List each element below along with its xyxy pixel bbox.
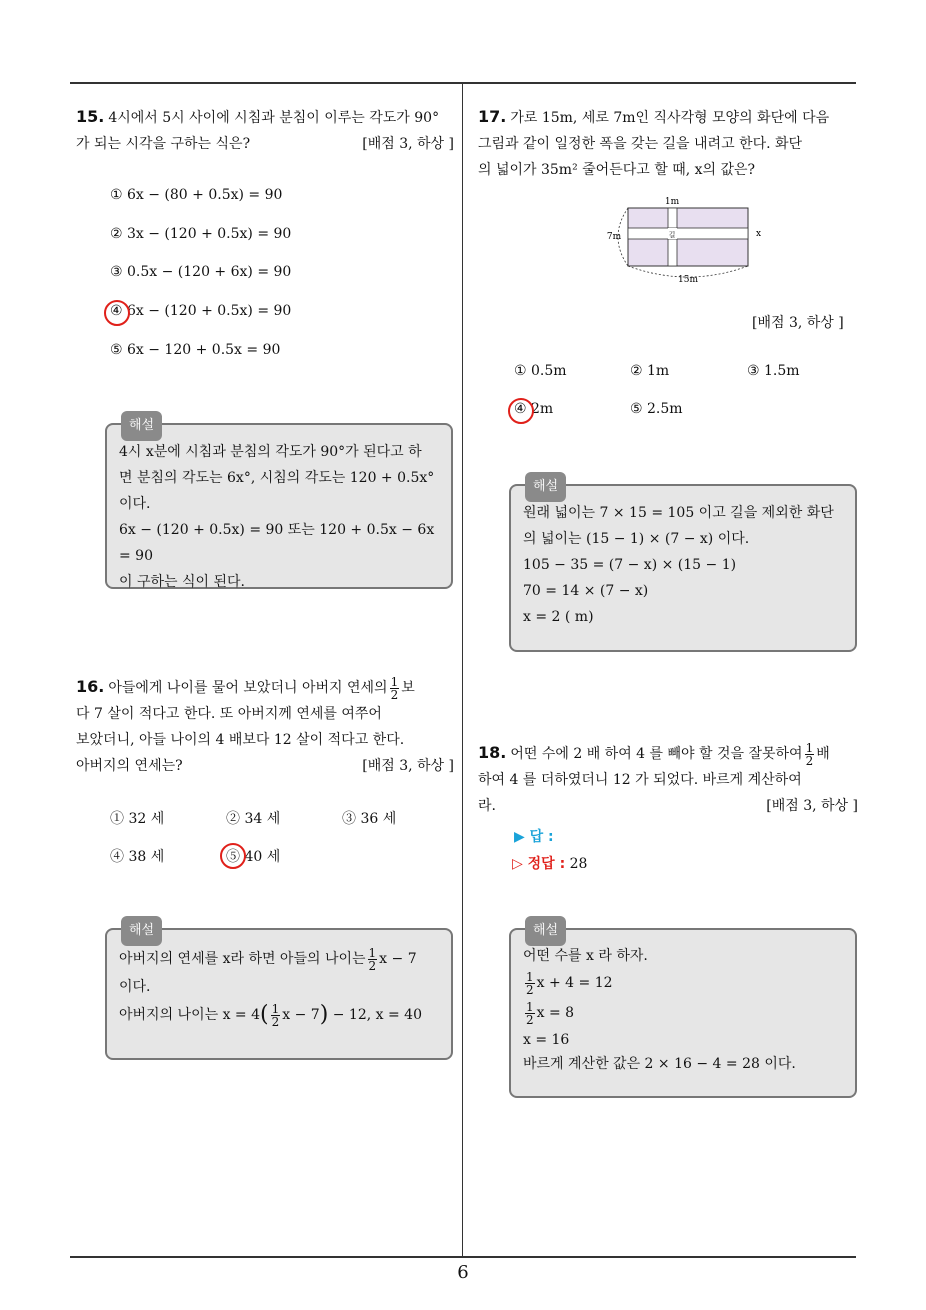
question-number: 16. xyxy=(76,677,105,696)
explanation-tag: 해설 xyxy=(525,472,566,502)
question-text: 배 xyxy=(816,746,830,762)
question-text: 아버지의 연세는? xyxy=(76,758,183,774)
option-2[interactable]: ② 34 세 xyxy=(226,811,281,827)
explanation-line: x = 2 ( m) xyxy=(523,609,594,625)
explanation-line: x = 8 xyxy=(536,1005,575,1021)
answer-circle-mark xyxy=(104,300,130,326)
option-2[interactable]: ② 3x − (120 + 0.5x) = 90 xyxy=(110,226,292,242)
score-label: [배점 3, 하상 ] xyxy=(766,798,858,814)
score-label: [배점 3, 하상 ] xyxy=(362,136,454,152)
explanation-line: 의 넓이는 (15 − 1) × (7 − x) 이다. xyxy=(523,531,750,547)
option-5[interactable]: ⑤ 2.5m xyxy=(630,401,683,417)
option-4[interactable]: ④ 38 세 xyxy=(110,849,165,865)
question-number: 15. xyxy=(76,107,105,126)
option-3[interactable]: ③ 0.5x − (120 + 6x) = 90 xyxy=(110,264,292,280)
correct-value: 28 xyxy=(569,856,588,872)
explanation-line: 면 분침의 각도는 6x°, 시침의 각도는 120 + 0.5x° xyxy=(119,470,435,486)
explanation-line: 이 구하는 식이 된다. xyxy=(119,574,245,590)
fraction: $\frac{1}{2}$ xyxy=(390,674,399,702)
label-bottom: 15m xyxy=(678,275,698,285)
question-text: 의 넓이가 35m² 줄어든다고 할 때, x의 값은? xyxy=(478,162,756,178)
explanation-line: 아버지의 연세를 x라 하면 아들의 나이는 xyxy=(119,951,366,967)
label-left: 7m xyxy=(606,232,622,242)
question-text: 보았더니, 아들 나이의 4 배보다 12 살이 적다고 한다. xyxy=(76,732,405,748)
explanation-line: 70 = 14 × (7 − x) xyxy=(523,583,649,599)
option-3[interactable]: ③ 36 세 xyxy=(342,811,397,827)
explanation-line: 6x − (120 + 0.5x) = 90 또는 120 + 0.5x − 6x = 90 xyxy=(119,522,435,564)
explanation-tag: 해설 xyxy=(525,916,566,946)
question-text: 라. xyxy=(478,798,496,814)
option-1[interactable]: ① 32 세 xyxy=(110,811,165,827)
explanation-box xyxy=(509,479,857,652)
answer-label[interactable]: ▶ 답 : xyxy=(514,829,554,845)
explanation-line: 바르게 계산한 값은 2 × 16 − 4 = 28 이다. xyxy=(523,1056,796,1072)
label-right: x xyxy=(756,229,762,239)
column-divider xyxy=(462,82,463,1257)
fraction: $\frac{1}{2}$ xyxy=(805,740,814,768)
question-text: 어떤 수에 2 배 하여 4 를 빼야 할 것을 잘못하여 xyxy=(510,746,803,762)
correct-answer xyxy=(512,853,587,873)
explanation-line: 이다. xyxy=(119,496,151,512)
question-text: 보 xyxy=(401,680,415,696)
fraction: $\frac{1}{2}$ xyxy=(526,969,534,997)
question-text: 하여 4 를 더하였더니 12 가 되었다. 바르게 계산하여 xyxy=(478,772,802,788)
bottom-rule xyxy=(70,1256,856,1258)
question-text: 그림과 같이 일정한 폭을 갖는 길을 내려고 한다. 화단 xyxy=(478,136,803,152)
question-18 xyxy=(478,740,858,819)
question-text: 가 되는 시각을 구하는 식은? xyxy=(76,136,251,152)
option-3[interactable]: ③ 1.5m xyxy=(747,363,800,379)
explanation-line: x − 7 xyxy=(379,951,417,967)
explanation-line: 원래 넓이는 7 × 15 = 105 이고 길을 제외한 화단 xyxy=(523,505,834,521)
answer-circle-mark xyxy=(508,398,534,424)
page-number: 6 xyxy=(457,1262,469,1283)
correct-label: ▷ 정답 : xyxy=(512,856,566,872)
question-number: 18. xyxy=(478,743,507,762)
question-16 xyxy=(76,674,454,779)
option-5[interactable]: ⑤ 40 세 xyxy=(226,849,281,865)
explanation-box xyxy=(105,418,453,590)
question-text: 다 7 살이 적다고 한다. 또 아버지께 연세를 여쭈어 xyxy=(76,706,382,722)
option-2[interactable]: ② 1m xyxy=(630,363,670,379)
explanation-line: 아버지의 나이는 x = 4 xyxy=(119,1007,261,1023)
explanation-tag: 해설 xyxy=(121,411,162,441)
garden-figure xyxy=(600,192,770,288)
explanation-box xyxy=(509,923,857,1098)
score-label: [배점 3, 하상 ] xyxy=(362,758,454,774)
explanation-box: 해설 아버지의 연세를 x라 하면 아들의 나이는 $\frac{1}{2}$ x − 7 이다. 아버지의 나이는 x = 4( $\frac{1}{2}$ x − 7) − 12, x = 40 xyxy=(105,928,453,1060)
fraction: $\frac{1}{2}$ xyxy=(271,1001,280,1029)
fraction: $\frac{1}{2}$ xyxy=(368,945,377,973)
score-label: [배점 3, 하상 ] xyxy=(752,315,844,331)
label-top: 1m xyxy=(664,197,680,207)
question-text: 아들에게 나이를 물어 보았더니 아버지 연세의 xyxy=(108,680,388,696)
option-4[interactable]: ④ 2m xyxy=(514,401,554,417)
answer-circle-mark xyxy=(220,843,246,869)
fraction: $\frac{1}{2}$ xyxy=(526,999,534,1027)
question-17 xyxy=(478,104,858,183)
explanation-line: x + 4 = 12 xyxy=(536,975,613,991)
explanation-line: 이다. xyxy=(119,979,151,995)
top-rule xyxy=(70,82,856,84)
option-5[interactable]: ⑤ 6x − 120 + 0.5x = 90 xyxy=(110,342,281,358)
option-4[interactable]: ④ 6x − (120 + 0.5x) = 90 xyxy=(110,303,292,319)
question-number: 17. xyxy=(478,107,507,126)
explanation-line: x = 16 xyxy=(523,1032,570,1048)
explanation-line: 어떤 수를 x 라 하자. xyxy=(523,948,648,964)
explanation-tag: 해설 xyxy=(121,916,162,946)
option-1[interactable]: ① 0.5m xyxy=(514,363,567,379)
option-1[interactable]: ① 6x − (80 + 0.5x) = 90 xyxy=(110,187,283,203)
question-text: 가로 15m, 세로 7m인 직사각형 모양의 화단에 다음 xyxy=(510,110,830,126)
question-text: 4시에서 5시 사이에 시침과 분침이 이루는 각도가 90° xyxy=(108,110,440,126)
explanation-line: 105 − 35 = (7 − x) × (15 − 1) xyxy=(523,557,737,573)
question-15 xyxy=(76,104,454,157)
explanation-line: 4시 x분에 시침과 분침의 각도가 90°가 된다고 하 xyxy=(119,444,422,460)
label-center: 길 xyxy=(668,231,676,239)
